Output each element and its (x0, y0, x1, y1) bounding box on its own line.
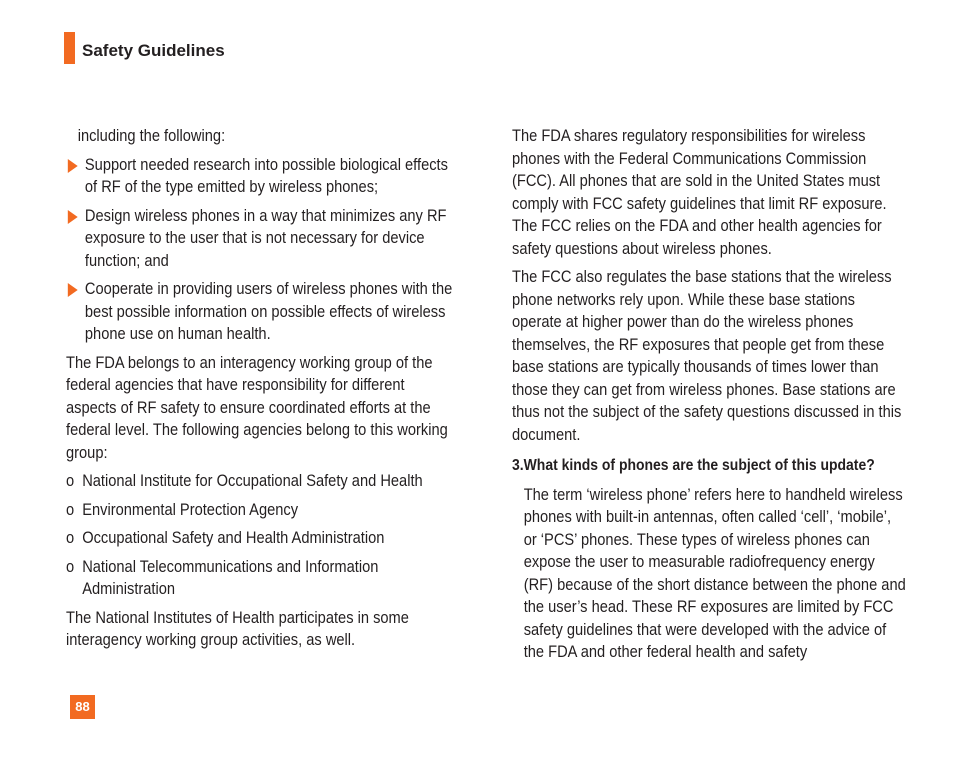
bullet-item (66, 278, 455, 346)
list-marker: o (66, 529, 75, 547)
triangle-bullet-icon (68, 210, 78, 224)
list-marker: o (66, 472, 75, 490)
bullet-item (66, 205, 455, 273)
page-title: Safety Guidelines (82, 41, 225, 60)
bullet-text: Design wireless phones in a way that minimizes any RF exposure to the user that is not necessary for device function; and (84, 206, 447, 270)
fcc-responsibility-paragraph: The FDA shares regulatory responsibilities for wireless phones with the Federal Communications Commission (FCC). All phones that are sold in the United States must comply with FCC safety guidelines that limit RF exposure. The FCC relies on the FDA and other health agencies for safety questions about wireless phones. (512, 127, 887, 258)
agency-name: National Institute for Occupational Safety and Health (82, 472, 423, 490)
list-marker: o (66, 500, 75, 519)
question-heading: 3.What kinds of phones are the subject of this update? (512, 457, 875, 474)
bullet-text: Cooperate in providing users of wireless phones with the best possible information on possible effects of wireless phone use on human health. (84, 280, 453, 343)
base-stations-paragraph: The FCC also regulates the base stations that the wireless phone networks rely upon. While these base stations operate at higher power than do the wireless phones themselves, the RF exposures that people get from these base stations are typically thousands of times lower than those they can get from wireless phones. Base stations are thus not the subject of the safety questions discussed in this document. (512, 268, 902, 444)
header-accent-bar (64, 32, 75, 64)
bullet-text: Support needed research into possible biological effects of RF of the type emitted by wireless phones; (84, 155, 448, 196)
agency-item (66, 470, 455, 493)
right-column (512, 125, 908, 664)
nih-paragraph: The National Institutes of Health participates in some interagency working group activities, as well. (66, 608, 409, 649)
agency-name: National Telecommunications and Information Administration (82, 557, 379, 598)
working-group-paragraph: The FDA belongs to an interagency working group of the federal agencies that have responsibility for different aspects of RF safety to ensure coordinated efforts at the federal level. The following agencies belong to this working group: (66, 353, 448, 462)
page-number-badge: 88 (70, 695, 95, 719)
bullet-item (66, 154, 455, 199)
list-marker: o (66, 557, 75, 576)
agency-item (66, 499, 455, 522)
agency-name: Environmental Protection Agency (82, 500, 299, 519)
agency-item (66, 527, 455, 550)
answer-paragraph: The term ‘wireless phone’ refers here to handheld wireless phones with built-in antennas, often called ‘cell’, ‘mobile’, or ‘PCS’ phones. These types of wireless phones can expose the user to measurable radiofrequency energy (RF) because of the short distance between the phone and the user’s head. These RF exposures are limited by FCC safety guidelines that were developed with the advice of the FDA and other federal health and safety (523, 485, 906, 661)
agency-name: Occupational Safety and Health Administration (82, 529, 385, 547)
intro-text: including the following: (77, 127, 226, 145)
triangle-bullet-icon (68, 283, 78, 297)
agency-item (66, 556, 455, 601)
left-column (66, 125, 455, 658)
triangle-bullet-icon (68, 159, 78, 173)
